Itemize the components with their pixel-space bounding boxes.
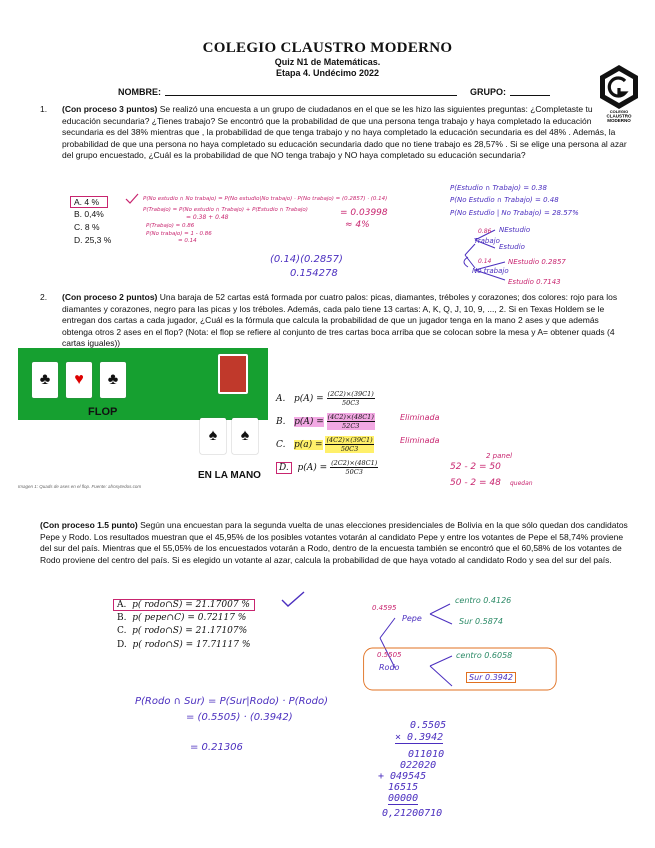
q1-body: Se realizó una encuesta a un grupo de ciudadanos en el que se les hizo las siguientes preguntas: ¿Completaste tu educación secundaria? ¿Tienes trabajo? Se encontró que la probabilidad de que una persona tenga trabajo y haya completado la educación secundaria es del 38% mientras que , la probabilidad de que tenga trabajo y no haya completado la educación secundaria es del 48% . Además, la probabilidad de que una persona no haya completado su educación secundaria dado que no tiene trabajo es 28,57% . Si se elige una persona al azar del grupo encuestado, ¿Cuál es la probabilidad de que NO tenga trabajo y NO haya completado su educación secundaria?: [62, 104, 627, 161]
group-field[interactable]: [470, 87, 550, 97]
q3-option-d[interactable]: D. p( rodo∩S) = 17.71117 %: [117, 640, 251, 650]
poker-table-image: [18, 348, 268, 480]
q1-check-mark: [124, 193, 140, 205]
q2-text: [62, 292, 628, 350]
q3-tree-centro1: centro 0.4126: [455, 596, 512, 605]
q3-hw-mult8: 0,21200710: [382, 808, 443, 819]
name-field[interactable]: [118, 87, 457, 97]
name-label: NOMBRE:: [118, 87, 161, 97]
q2-points: (Con proceso 2 puntos): [62, 292, 158, 302]
logo-text-2: CLAUSTRO: [606, 113, 632, 119]
q1-hw-result1: = 0.03998: [340, 208, 388, 218]
q1-tree-notrabajo-val: 0.14: [478, 258, 492, 265]
q3-hw-mult1: 0.5505: [410, 720, 447, 731]
logo-text-1: COLEGIO: [609, 109, 629, 114]
q1-hw-result2: ≈ 4%: [345, 220, 370, 230]
card-ace-spades-2: ♠: [232, 418, 258, 454]
q2-option-c[interactable]: C. p(a) = $\frac{(4C2)\times(39C1)}{50C3}$: [276, 436, 373, 453]
q2-option-a[interactable]: A. p(A) = $\frac{(2C2)\times(39C1)}{50C3}$: [276, 390, 374, 407]
q1-hw-given3: P(No Estudio | No Trabajo) = 28.57%: [450, 209, 579, 217]
q2-number: 2.: [40, 292, 48, 302]
q1-option-d[interactable]: D. 25,3 %: [74, 235, 112, 245]
hand-label: EN LA MANO: [198, 470, 261, 481]
card-ace-hearts: ♥: [66, 362, 92, 398]
q1-hw-mult: (0.14)(0.2857): [270, 254, 343, 265]
q2-body: Una baraja de 52 cartas está formada por cuatro palos: picas, diamantes, tréboles y corazones; dos colores: rojo para los diamantes y corazones, negro para las picas y los tréboles. Además, cada palo tiene 13 cartas: A, K, Q, J, 10, 9, ..., 2. Si en Texas Holdem se le entregan dos cartas a cada jugador, ¿Cuál es la fórmula que calcula la probabilidad de que un jugador tenga en la mano 2 ases y que además obtenga otros 2 ases en el flop? (Nota: el flop se refiere al conjunto de tres cartas boca arriba que se colocan sobre la mesa y A= obtener quads (4 cartas iguales)): [62, 292, 618, 349]
q3-tree-rodo-val: 0.5505: [377, 651, 402, 659]
q3-hw-mult7: 00000: [388, 793, 419, 804]
q3-tree-sur1: Sur 0.5874: [459, 617, 503, 626]
q1-option-a[interactable]: A. 4 %: [70, 196, 108, 208]
q3-tree-pepe-val: 0.4595: [372, 604, 397, 612]
q1-hw-formula1: P(No estudio ∩ No trabajo) = P(No estudio|No trabajo) · P(No trabajo) = (0.2857) · (0.14): [143, 196, 388, 202]
q1-tree-estudio: Estudio: [499, 243, 525, 251]
q1-number: 1.: [40, 104, 48, 114]
q1-tree-estudio2: Estudio 0.7143: [508, 278, 561, 286]
q1-hw-mult-result: 0.154278: [290, 268, 338, 279]
q3-hw-mult5: + 049545: [378, 771, 427, 782]
q2-hw-note1: 2 panel: [486, 452, 513, 460]
q1-points: (Con proceso 3 puntos): [62, 104, 158, 114]
q1-tree-trabajo: Trabajo: [474, 237, 500, 245]
q3-tree-pepe: Pepe: [402, 614, 422, 623]
q3-hw-mult6: 16515: [388, 782, 419, 793]
quiz-title: Quiz N1 de Matemáticas.: [274, 57, 381, 67]
q3-hw-mult3: 011010: [408, 749, 445, 760]
q3-option-a[interactable]: A. p( rodo∩S) = 21.17007 %: [113, 599, 255, 611]
q2-hw-calc1: 52 - 2 = 50: [450, 462, 501, 472]
q1-hw-formula3: = 0.38 + 0.48: [186, 214, 229, 221]
q1-tree-trabajo-val: 0.86: [478, 228, 492, 235]
q3-check-mark: [278, 590, 308, 610]
q1-hw-given1: P(Estudio ∩ Trabajo) = 0.38: [450, 184, 547, 192]
q3-tree-sur2: Sur 0.3942: [466, 672, 516, 683]
q1-hw-formula2: P(Trabajo) = P(No estudio ∩ Trabajo) + P(Estudio ∩ Trabajo): [143, 207, 308, 213]
q3-body: Según una encuestan para la segunda vuelta de unas elecciones presidenciales de Bolivia en la que sólo quedan dos candidatos Pepe y Rodo. Los resultados muestran que el 45,95% de los posibles votantes votarán al candidato Pepe y entre los votantes de Pepe el 58,74% proviene del sur del país. Mientras que el 55,05% de los encuestados votarán a Rodo, dentro de la encuesta también se encontró que el 60,58% de los votantes de Rodo proviene del centro del país. Si es elegido un votante al azar, calcula la probabilidad de que haya votado al candidato Rodo y sea del sur del país.: [40, 520, 628, 565]
q2-option-d[interactable]: D. p(A) = $\frac{(2C2)\times(48C1)}{50C3}$: [276, 459, 378, 476]
q2-option-b[interactable]: B. p(A) = $\frac{(4C2)\times(48C1)}{52C3}$: [276, 413, 374, 430]
q1-hw-formula4: P(Trabajo) = 0.86: [146, 223, 195, 229]
q3-hw-mult2: × 0.3942: [395, 732, 444, 743]
q2-hw-eliminated-1: Eliminada: [400, 413, 440, 422]
deck-card-back: [218, 354, 248, 394]
q1-tree-nestudio2: NEstudio 0.2857: [508, 258, 566, 266]
q3-hw-formula3: = 0.21306: [190, 742, 243, 753]
card-ace-clubs-2: ♣: [100, 362, 126, 398]
q3-tree-centro2: centro 0.6058: [456, 651, 513, 660]
q2-hw-eliminated-2: Eliminada: [400, 436, 440, 445]
school-name: COLEGIO CLAUSTRO MODERNO: [202, 40, 453, 56]
image-caption: Imagen 1: Quads de ases en el flop. Fuente: afrosytedos.com: [18, 484, 142, 489]
q1-text: [62, 104, 628, 162]
flop-label: FLOP: [88, 406, 118, 418]
card-ace-clubs: ♣: [32, 362, 58, 398]
q3-tree-rodo: Rodo: [379, 663, 400, 672]
q1-tree-notrabajo: No trabajo: [472, 267, 509, 275]
q1-hw-formula6: = 0.14: [178, 238, 197, 244]
q3-option-c[interactable]: C. p( rodo∩S) = 21.17107%: [117, 626, 248, 636]
q1-tree-nestudio: NEstudio: [499, 226, 531, 234]
q3-points: (Con proceso 1.5 punto): [40, 520, 138, 530]
q3-hw-mult4: 022020: [400, 760, 437, 771]
q2-hw-note2: quedan: [510, 480, 533, 487]
group-label: GRUPO:: [470, 87, 506, 97]
q1-hw-given2: P(No Estudio ∩ Trabajo) = 0.48: [450, 196, 559, 204]
logo-text-3: MODERNO: [607, 118, 631, 122]
q3-hw-formula1: P(Rodo ∩ Sur) = P(Sur|Rodo) · P(Rodo): [135, 696, 329, 707]
q3-text: [40, 520, 628, 566]
stage-title: Etapa 4. Undécimo 2022: [275, 68, 380, 78]
card-ace-spades: ♠: [200, 418, 226, 454]
q3-option-b[interactable]: B. p( pepe∩C) = 0.72117 %: [117, 613, 247, 623]
q1-option-b[interactable]: B. 0,4%: [74, 209, 104, 219]
q3-hw-formula2: = (0.5505) · (0.3942): [186, 712, 293, 723]
q1-option-c[interactable]: C. 8 %: [74, 222, 100, 232]
q1-hw-formula5: P(No trabajo) = 1 - 0.86: [146, 231, 212, 237]
q2-hw-calc2: 50 - 2 = 48: [450, 478, 501, 488]
